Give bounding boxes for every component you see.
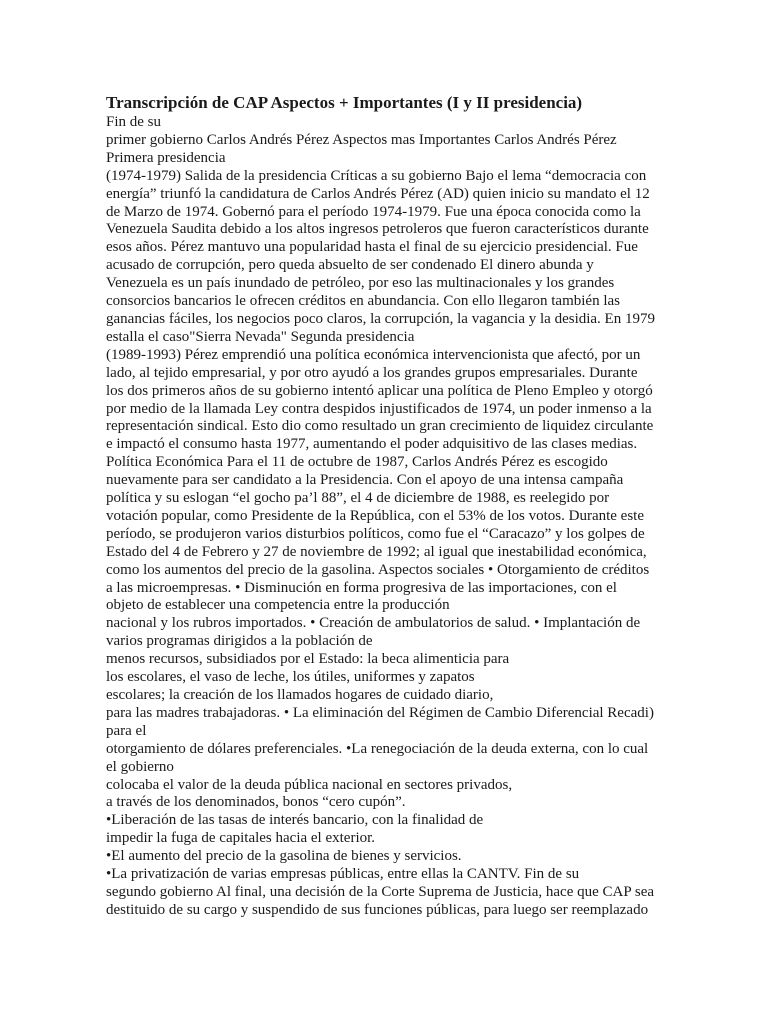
text-line: acusado de corrupción, pero queda absuelto de ser condenado El dinero abunda y [106,257,594,274]
text-line: (1974-1979) Salida de la presidencia Críticas a su gobierno Bajo el lema “democracia con [106,167,647,184]
text-line: a través de los denominados, bonos “cero cupón”. [106,794,406,811]
text-line: ganancias fáciles, los negocios poco claros, la corrupción, la vagancia y la desidia. En 1979 [106,310,655,327]
text-line: lado, al tejido empresarial, y por otro ayudó a los grandes grupos empresariales. Durante [106,364,638,381]
text-line: •La privatización de varias empresas públicas, entre ellas la CANTV. Fin de su [106,866,580,883]
text-line: objeto de establecer una competencia entre la producción [106,597,450,614]
text-line: e impactó el consumo hasta 1977, aumentando el poder adquisitivo de las clases medias. [106,436,638,453]
text-line: por medio de la llamada Ley contra despidos injustificados de 1974, un poder inmenso a la [106,400,652,417]
text-line: el gobierno [106,758,174,775]
text-line: •El aumento del precio de la gasolina de bienes y servicios. [106,848,462,865]
text-line: nuevamente para ser candidato a la Presidencia. Con el apoyo de una intensa campaña [106,472,624,489]
text-line: (1989-1993) Pérez emprendió una política económica intervencionista que afectó, por un [106,346,641,363]
text-line: energía” triunfó la candidatura de Carlos Andrés Pérez (AD) quien inicio su mandato el 12 [106,185,650,202]
text-line: escolares; la creación de los llamados hogares de cuidado diario, [106,687,494,703]
text-line: los escolares, el vaso de leche, los útiles, uniformes y zapatos [106,669,475,686]
text-line: colocaba el valor de la deuda pública nacional en sectores privados, [106,776,513,793]
text-line: votación popular, como Presidente de la República, con el 53% de los votos. Durante este [106,507,645,524]
text-line: segundo gobierno Al final, una decisión de la Corte Suprema de Justicia, hace que CAP sea [106,883,655,900]
text-line: estalla el caso"Sierra Nevada" Segunda presidencia [106,328,415,345]
text-line: nacional y los rubros importados. • Creación de ambulatorios de salud. • Implantación de [106,615,641,632]
text-line: a las microempresas. • Disminución en forma progresiva de las importaciones, con el [106,579,617,596]
text-line: otorgamiento de dólares preferenciales. •La renegociación de la deuda externa, con lo cual [106,740,649,757]
text-line: Política Económica Para el 11 de octubre de 1987, Carlos Andrés Pérez es escogido [106,454,608,471]
text-line: varios programas dirigidos a la población de [106,633,373,650]
text-line: impedir la fuga de capitales hacia el exterior. [106,830,376,847]
text-line: Primera presidencia [106,149,226,166]
text-line: Estado del 4 de Febrero y 27 de noviembre de 1992; al igual que inestabilidad económica, [106,543,647,560]
document-title: Transcripción de CAP Aspectos + Importantes (I y II presidencia) [106,93,583,112]
text-line: representación sindical. Esto dio como resultado un gran crecimiento de liquidez circulante [106,418,654,435]
text-line: política y su eslogan “el gocho pa’l 88”, el 4 de diciembre de 1988, es reelegido por [106,490,610,507]
text-line: los dos primeros años de su gobierno intentó aplicar una política de Pleno Empleo y otorgó [106,382,653,399]
text-line: Venezuela Saudita debido a los altos ingresos petroleros que fueron característicos durante [106,221,649,238]
text-line: •Liberación de las tasas de interés bancario, con la finalidad de [106,812,484,829]
text-line: Fin de su [106,114,162,130]
text-line: menos recursos, subsidiados por el Estado: la beca alimenticia para [106,651,510,668]
text-line: destituido de su cargo y suspendido de sus funciones públicas, para luego ser reemplazado [106,901,649,918]
text-line: para las madres trabajadoras. • La eliminación del Régimen de Cambio Diferencial Recadi) [106,704,654,721]
text-line: de Marzo de 1974. Gobernó para el período 1974-1979. Fue una época conocida como la [106,203,641,220]
text-line: primer gobierno Carlos Andrés Pérez Aspectos mas Importantes Carlos Andrés Pérez [106,131,617,148]
text-line: esos años. Pérez mantuvo una popularidad hasta el final de su ejercicio presidencial. Fue [106,239,638,256]
text-line: período, se produjeron varios disturbios políticos, como fue el “Caracazo” y los golpes de [106,525,645,542]
document-page [106,92,666,920]
document-body [106,114,666,920]
text-line: como los aumentos del precio de la gasolina. Aspectos sociales • Otorgamiento de créditos [106,561,650,578]
text-line: consorcios bancarios le ofrecen créditos en abundancia. Con ello llegaron también las [106,293,620,310]
text-line: para el [106,722,147,739]
text-line: Venezuela es un país inundado de petróleo, por eso las multinacionales y los grandes [106,275,615,292]
